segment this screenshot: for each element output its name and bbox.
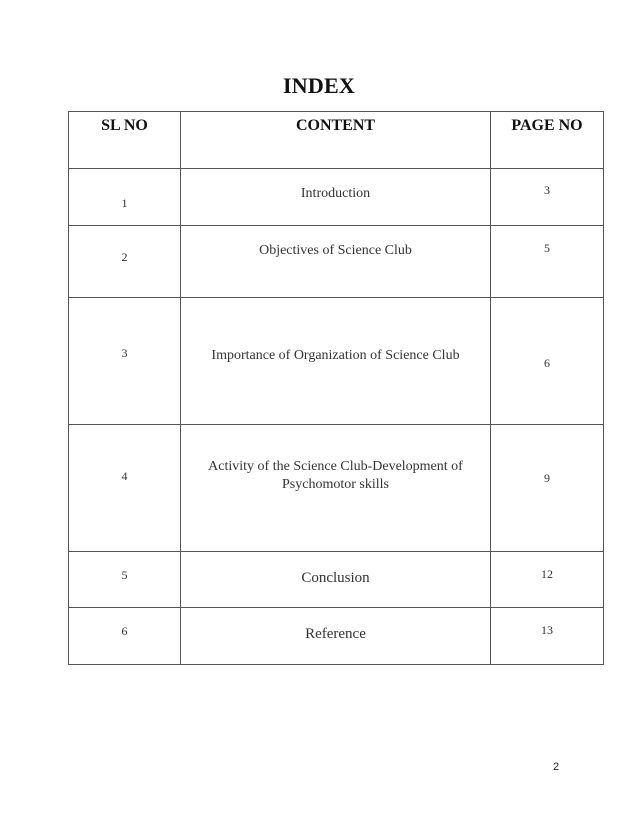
row-sl-cell — [69, 169, 181, 226]
header-content — [181, 112, 491, 169]
row-content-text: Conclusion — [301, 570, 370, 586]
row-page-number: 6 — [544, 356, 550, 370]
row-content-text: Reference — [305, 626, 366, 642]
row-page-cell — [491, 169, 604, 226]
row-page-cell — [491, 552, 604, 608]
table-row — [69, 552, 604, 608]
row-content-cell — [181, 169, 491, 226]
page-title: INDEX — [283, 73, 355, 98]
table-header-row — [69, 112, 604, 169]
row-sl-cell — [69, 552, 181, 608]
table-row — [69, 425, 604, 552]
row-content-cell — [181, 608, 491, 665]
index-table — [68, 111, 604, 665]
row-content-cell — [181, 425, 491, 552]
row-page-cell — [491, 425, 604, 552]
row-page-number: 13 — [541, 623, 553, 637]
table-row — [69, 169, 604, 226]
row-page-number: 3 — [544, 183, 550, 197]
header-sl-no-label: SL NO — [101, 117, 148, 134]
row-sl-number: 1 — [121, 196, 128, 210]
page-number: 2 — [553, 761, 560, 773]
row-content-cell — [181, 552, 491, 608]
row-sl-cell — [69, 226, 181, 298]
row-content-text-line1: Activity of the Science Club-Development of — [208, 459, 463, 474]
row-page-cell — [491, 226, 604, 298]
header-sl-no — [69, 112, 181, 169]
table-row — [69, 226, 604, 298]
row-page-cell — [491, 608, 604, 665]
row-sl-number: 2 — [121, 250, 128, 264]
row-page-number: 9 — [544, 471, 550, 485]
table-row — [69, 608, 604, 665]
header-page-no-label: PAGE NO — [511, 117, 583, 134]
row-sl-cell — [69, 608, 181, 665]
header-page-no — [491, 112, 604, 169]
row-sl-number: 4 — [121, 469, 128, 483]
row-content-text: Objectives of Science Club — [259, 243, 412, 258]
row-sl-cell — [69, 298, 181, 425]
row-sl-number: 6 — [121, 624, 128, 638]
row-sl-number: 3 — [121, 346, 128, 360]
row-sl-number: 5 — [121, 568, 128, 582]
row-content-text: Introduction — [300, 186, 371, 201]
row-content-text-line2: Psychomotor skills — [282, 477, 389, 492]
row-content-text: Importance of Organization of Science Club — [211, 348, 460, 363]
table-row — [69, 298, 604, 425]
row-content-cell — [181, 298, 491, 425]
row-content-cell — [181, 226, 491, 298]
row-sl-cell — [69, 425, 181, 552]
row-page-cell — [491, 298, 604, 425]
row-page-number: 5 — [544, 241, 550, 255]
header-content-label: CONTENT — [295, 117, 376, 134]
row-page-number: 12 — [541, 567, 553, 581]
